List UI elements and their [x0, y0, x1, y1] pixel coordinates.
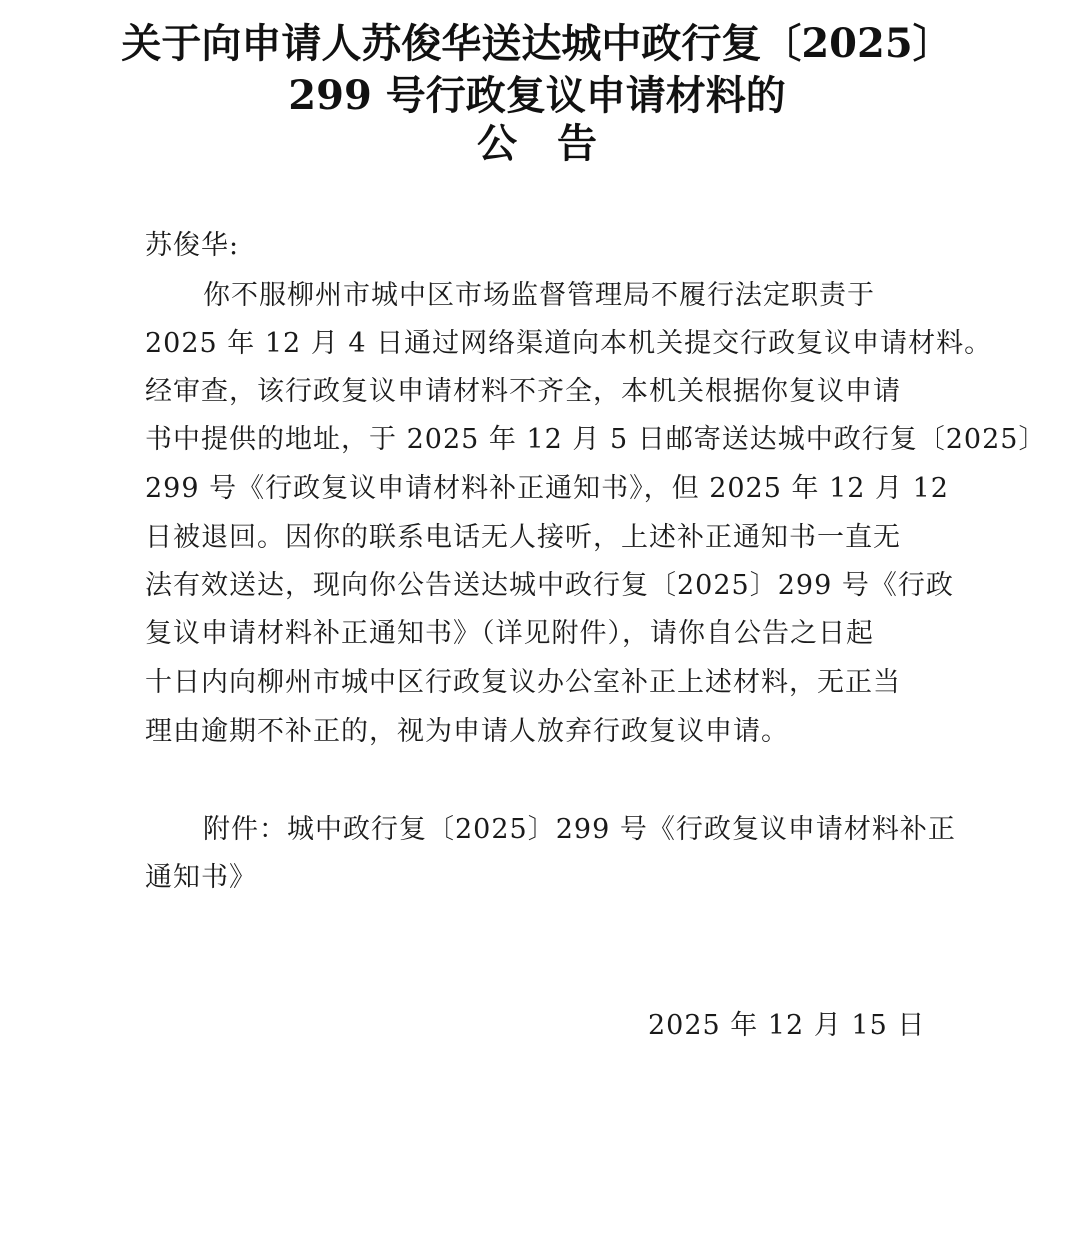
attachment-line: 附件：城中政行复〔2025〕299 号《行政复议申请材料补正 [203, 814, 956, 845]
paragraph-line: 书中提供的地址，于 2025 年 12 月 5 日邮寄送达城中政行复〔2025〕 [145, 424, 1047, 455]
attachment-line: 通知书》 [145, 862, 257, 893]
title-line-2: 299 号行政复议申请材料的 [288, 72, 786, 119]
paragraph-line: 法有效送达，现向你公告送达城中政行复〔2025〕299 号《行政 [145, 570, 954, 601]
title-line-1: 关于向申请人苏俊华送达城中政行复〔2025〕 [121, 20, 953, 67]
paragraph-line: 日被退回。因你的联系电话无人接听，上述补正通知书一直无 [145, 522, 901, 553]
paragraph-line: 复议申请材料补正通知书》（详见附件），请你自公告之日起 [145, 618, 874, 649]
title-line-3: 公告 [477, 120, 637, 167]
paragraph-line: 理由逾期不补正的，视为申请人放弃行政复议申请。 [145, 716, 789, 747]
salutation: 苏俊华: [145, 230, 240, 261]
paragraph-line: 经审查，该行政复议申请材料不齐全，本机关根据你复议申请 [145, 376, 901, 407]
paragraph-line: 十日内向柳州市城中区行政复议办公室补正上述材料，无正当 [145, 667, 901, 698]
paragraph-line: 299 号《行政复议申请材料补正通知书》，但 2025 年 12 月 12 [145, 473, 949, 504]
issue-date: 2025 年 12 月 15 日 [648, 1010, 926, 1041]
paragraph-line: 你不服柳州市城中区市场监督管理局不履行法定职责于 [203, 280, 875, 311]
paragraph-line: 2025 年 12 月 4 日通过网络渠道向本机关提交行政复议申请材料。 [145, 328, 993, 359]
